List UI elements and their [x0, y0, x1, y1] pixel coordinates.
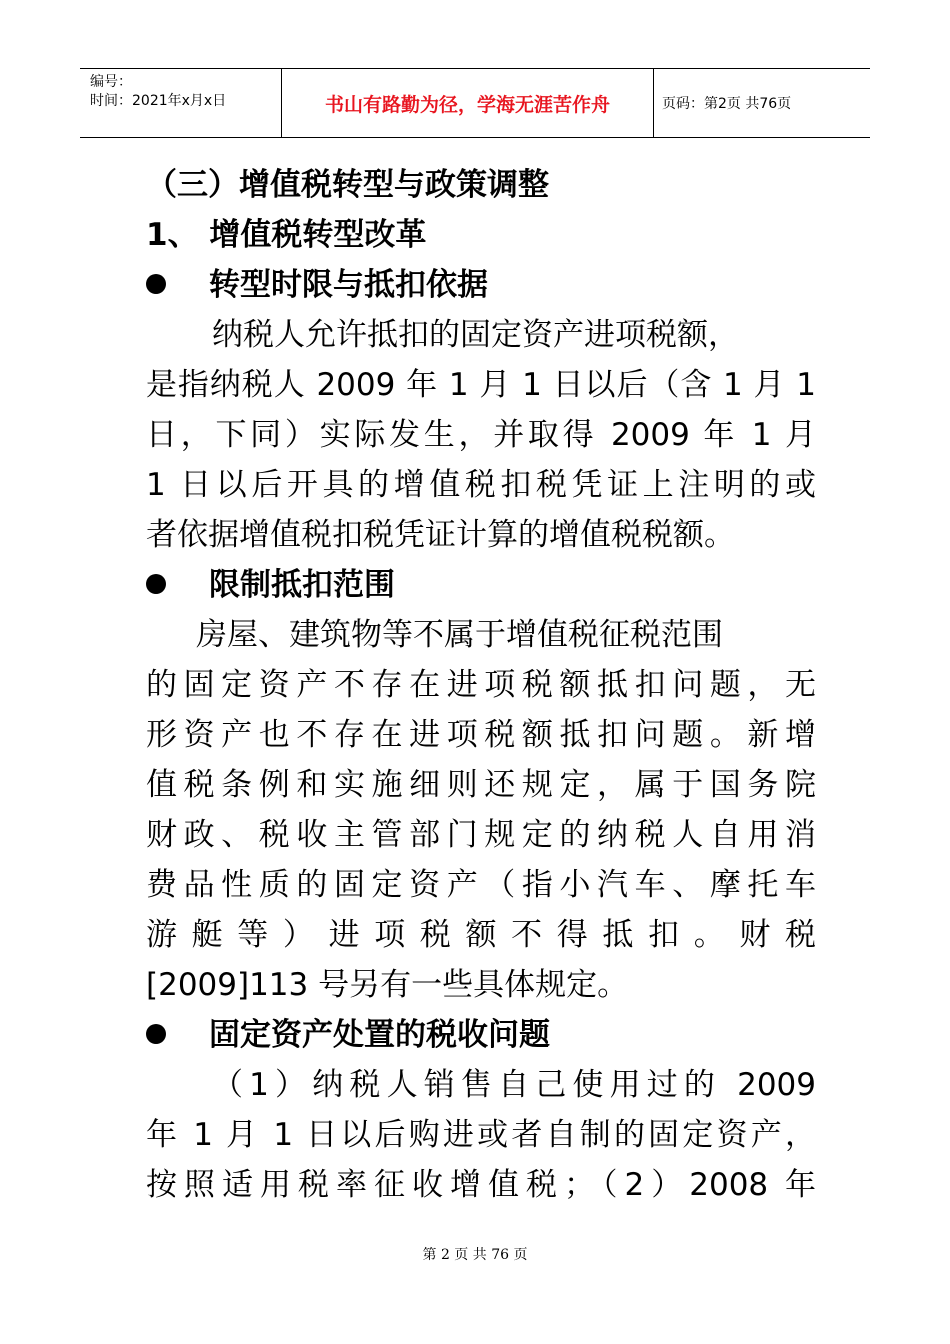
- para3-line-3: 按照适用税率征收增值税；（2）2008 年: [146, 1167, 816, 1203]
- bullet-icon: [146, 1024, 166, 1044]
- bullet-heading-2-text: 限制抵扣范围: [209, 567, 395, 603]
- header-time-label: 时间：2021年x月x日: [90, 93, 227, 109]
- para3-line-1: （1）纳税人销售自己使用过的 2009: [212, 1067, 816, 1103]
- para2-line-3: 形资产也不存在进项税额抵扣问题。新增: [146, 717, 816, 753]
- bullet-heading-3: [146, 1010, 816, 1060]
- bullet-heading-1: [146, 260, 816, 310]
- header-page-info: 页码：第2页 共76页: [662, 96, 792, 112]
- section-title: （三）增值税转型与政策调整: [146, 167, 549, 203]
- header-meta-cell: [80, 69, 282, 137]
- para1-line-2: 是指纳税人 2009 年 1 月 1 日以后（含 1 月 1: [146, 367, 816, 403]
- header-page-cell: [654, 69, 870, 137]
- header-motto-cell: [282, 69, 654, 137]
- para2-line-7: 游艇等）进项税额不得抵扣。财税: [146, 917, 816, 953]
- bullet-heading-2: [146, 560, 816, 610]
- para2-line-5: 财政、税收主管部门规定的纳税人自用消: [146, 817, 816, 853]
- para3-line-2: 年 1 月 1 日以后购进或者自制的固定资产，: [146, 1117, 816, 1153]
- para2-line-4: 值税条例和实施细则还规定，属于国务院: [146, 767, 816, 803]
- subsection-title: 1、 增值税转型改革: [146, 217, 427, 253]
- para1-line-1: 纳税人允许抵扣的固定资产进项税额，: [212, 317, 739, 353]
- document-body: [146, 160, 816, 1210]
- header-number-label: 编号：: [90, 74, 132, 90]
- header-motto: 书山有路勤为径，学海无涯苦作舟: [324, 93, 610, 116]
- bullet-icon: [146, 574, 166, 594]
- bullet-icon: [146, 274, 166, 294]
- para1-line-3: 日，下同）实际发生，并取得 2009 年 1 月: [146, 417, 816, 453]
- para1-line-4: 1 日以后开具的增值税扣税凭证上注明的或: [146, 467, 816, 503]
- page-footer: 第 2 页 共 76 页: [422, 1247, 528, 1263]
- para1-line-5: 者依据增值税扣税凭证计算的增值税税额。: [146, 517, 735, 553]
- page-header: [80, 68, 870, 138]
- para2-line-2: 的固定资产不存在进项税额抵扣问题，无: [146, 667, 816, 703]
- para2-line-6: 费品性质的固定资产（指小汽车、摩托车: [146, 867, 816, 903]
- bullet-heading-3-text: 固定资产处置的税收问题: [209, 1017, 550, 1053]
- para2-line-8: [2009]113 号另有一些具体规定。: [146, 967, 629, 1003]
- para2-line-1: 房屋、建筑物等不属于增值税征税范围: [196, 617, 723, 653]
- bullet-heading-1-text: 转型时限与抵扣依据: [209, 267, 488, 303]
